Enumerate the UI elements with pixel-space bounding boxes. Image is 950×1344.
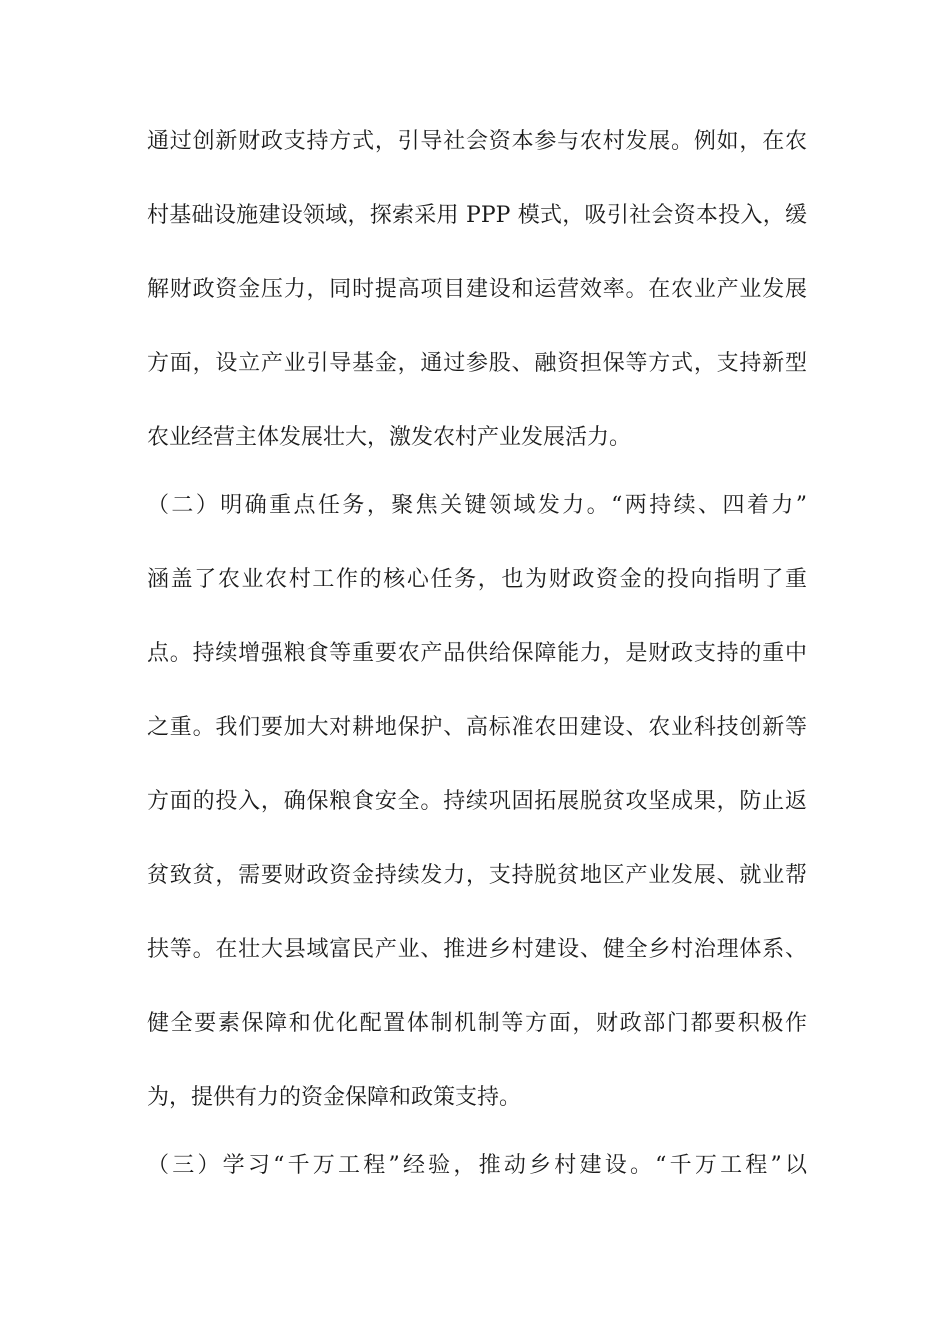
text-line-14: 为，提供有力的资金保障和政策支持。 (147, 1085, 522, 1110)
text-line-1: 通过创新财政支持方式，引导社会资本参与农村发展。例如，在农 (147, 129, 807, 154)
text-line-12: 扶等。在壮大县域富民产业、推进乡村建设、健全乡村治理体系、 (147, 937, 807, 962)
text-line-9: 之重。我们要加大对耕地保护、高标准农田建设、农业科技创新等 (147, 715, 807, 740)
text-line-11: 贫致贫，需要财政资金持续发力，支持脱贫地区产业发展、就业帮 (147, 863, 807, 888)
text-line-8: 点。持续增强粮食等重要农产品供给保障能力，是财政支持的重中 (147, 641, 807, 666)
section-heading-2: （二）明确重点任务，聚焦关键领域发力。“两持续、四着力” (147, 493, 807, 518)
text-line-7: 涵盖了农业农村工作的核心任务，也为财政资金的投向指明了重 (147, 567, 807, 592)
section-heading-3: （三）学习“千万工程”经验，推动乡村建设。“千万工程”以 (147, 1153, 807, 1178)
text-line-13: 健全要素保障和优化配置体制机制等方面，财政部门都要积极作 (147, 1011, 807, 1036)
text-line-4: 方面，设立产业引导基金，通过参股、融资担保等方式，支持新型 (147, 351, 807, 376)
text-line-10: 方面的投入，确保粮食安全。持续巩固拓展脱贫攻坚成果，防止返 (147, 789, 807, 814)
text-line-5: 农业经营主体发展壮大，激发农村产业发展活力。 (147, 425, 632, 450)
text-line-2: 村基础设施建设领域，探索采用 PPP 模式，吸引社会资本投入，缓 (147, 203, 807, 228)
text-line-3: 解财政资金压力，同时提高项目建设和运营效率。在农业产业发展 (147, 277, 807, 302)
